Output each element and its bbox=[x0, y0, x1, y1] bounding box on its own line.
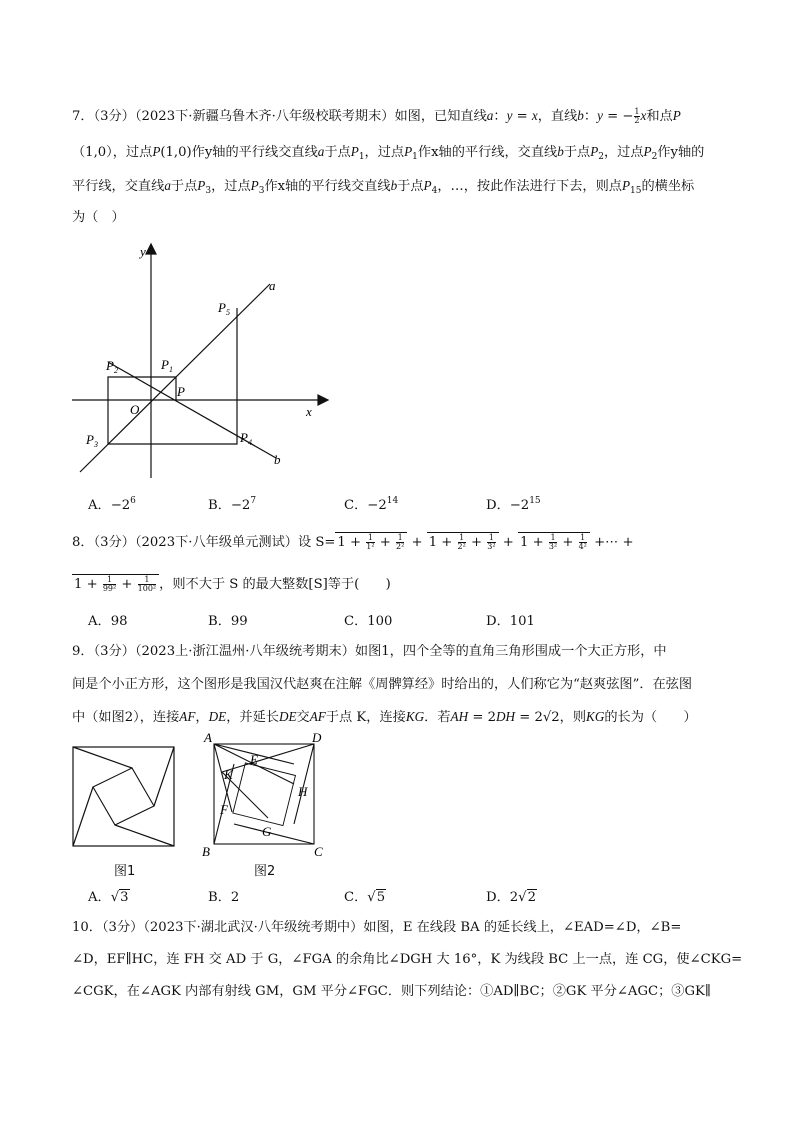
q9-option-c[interactable]: C．√5 bbox=[344, 890, 386, 905]
label-y: y bbox=[140, 244, 146, 259]
q7-line1: 7．（3分）（2023下·新疆乌鲁木齐·八年级校联考期末）如图，已知直线a：y = x，直线b：y = − $\frac{1}{2}$ x和点P bbox=[72, 107, 681, 125]
q7-options bbox=[88, 494, 708, 514]
q7-option-c[interactable]: C．$-2^{14}$ bbox=[344, 496, 399, 513]
q9-options bbox=[88, 886, 708, 906]
fig2-label-K: K bbox=[224, 767, 233, 782]
q8-option-d[interactable]: D．101 bbox=[486, 614, 535, 629]
q7-option-a[interactable]: A．$-2^6$ bbox=[88, 496, 136, 513]
label-P3: $P_3$ bbox=[86, 432, 98, 449]
q8-line1: 8．（3分）（2023下·八年级单元测试）设 S= 1 + $\frac{1}{\text{1²}}$ + $\frac{1}{\text{2²}}$ + 1 + $\frac{1}{\text{2²}}$ + $\frac{1}{\text{3²}}$ + 1 + $\frac{1}{\text{3²}}$ + $\frac{1}{\text{4²}}$ +⋯ + bbox=[72, 533, 634, 551]
q7-option-d[interactable]: D．$-2^{15}$ bbox=[486, 496, 541, 513]
q8-options bbox=[88, 610, 708, 630]
q7-figure bbox=[70, 240, 330, 480]
q9-line2: 间是个小正方形，这个图形是我国汉代赵爽在注解《周髀算经》时给出的，人们称它为“赵爽弦图”．在弦图 bbox=[72, 677, 693, 692]
q9-option-b[interactable]: B．2 bbox=[208, 890, 240, 905]
label-P5: $P_5$ bbox=[218, 300, 230, 317]
fig2-label-D: D bbox=[312, 730, 322, 745]
q9-figure1 bbox=[72, 746, 178, 850]
q8-line2: 1 + $\frac{1}{\text{99²}}$ + $\frac{1}{\text{100²}}$ ，则不大于 S 的最大整数[S]等于( ) bbox=[74, 575, 391, 593]
label-P1: $P_1$ bbox=[161, 357, 173, 374]
y-axis-arrow bbox=[146, 244, 156, 254]
q8-option-b[interactable]: B．99 bbox=[208, 614, 248, 629]
q9-option-d[interactable]: D．2√2 bbox=[486, 890, 536, 905]
fig2-label-C: C bbox=[314, 844, 323, 859]
label-P4: $P_4$ bbox=[240, 430, 252, 447]
fig2-label-F: F bbox=[220, 802, 228, 817]
q9-option-a[interactable]: A．√3 bbox=[88, 890, 129, 905]
label-x: x bbox=[306, 404, 312, 419]
q10-line1: 10．（3分）（2023下·湖北武汉·八年级统考期中）如图，E 在线段 BA 的延长线上，∠EAD=∠D，∠B= bbox=[72, 920, 682, 935]
fig2-label-G: G bbox=[262, 824, 272, 839]
fig2-label-B: B bbox=[202, 844, 210, 859]
q9-caption-fig2: 图2 bbox=[254, 864, 276, 879]
x-axis-arrow bbox=[318, 395, 328, 405]
q7-line3: 平行线，交直线a于点$P_3$，过点$P_3$作x轴的平行线交直线b于点$P_4$，…，按此作法进行下去，则点$P_{15}$的横坐标 bbox=[72, 178, 695, 196]
q9-figure2 bbox=[198, 728, 334, 860]
q7-line2: （1,0），过点P(1,0)作y轴的平行线交直线a于点$P_1$，过点$P_1$作x轴的平行线，交直线b于点$P_2$，过点$P_2$作y轴的 bbox=[72, 144, 705, 162]
q10-line3: ∠CGK，在∠AGK 内部有射线 GM，GM 平分∠FGC．则下列结论：①AD∥BC；②GK 平分∠AGC；③GK∥ bbox=[72, 984, 711, 999]
fig2-label-H: H bbox=[298, 784, 308, 799]
label-P: P bbox=[177, 384, 185, 399]
label-O: O bbox=[130, 402, 140, 417]
q7-line4: 为（ ） bbox=[72, 210, 125, 225]
q10-line2: ∠D，EF∥HC，连 FH 交 AD 于 G，∠FGA 的余角比∠DGH 大 16°，K 为线段 BC 上一点，连 CG，使∠CKG= bbox=[72, 952, 743, 967]
q8-option-c[interactable]: C．100 bbox=[344, 614, 393, 629]
q9-line3: 中（如图2），连接AF，DE，并延长DE交AF于点 K，连接KG．若AH = 2DH = 2√2，则KG的长为（ ） bbox=[72, 709, 697, 725]
q8-option-a[interactable]: A．98 bbox=[88, 614, 128, 629]
q7-option-b[interactable]: B．$-2^7$ bbox=[208, 496, 257, 513]
q9-line1: 9．（3分）（2023上·浙江温州·八年级统考期末）如图1，四个全等的直角三角形围成一个大正方形，中 bbox=[72, 644, 667, 659]
fig2-label-E: E bbox=[250, 752, 258, 767]
label-P2: $P_2$ bbox=[106, 358, 118, 375]
label-a: a bbox=[269, 278, 276, 293]
label-b: b bbox=[274, 452, 281, 467]
construction-path bbox=[108, 308, 237, 444]
q9-caption-fig1: 图1 bbox=[114, 864, 136, 879]
fig2-label-A: A bbox=[204, 730, 212, 745]
